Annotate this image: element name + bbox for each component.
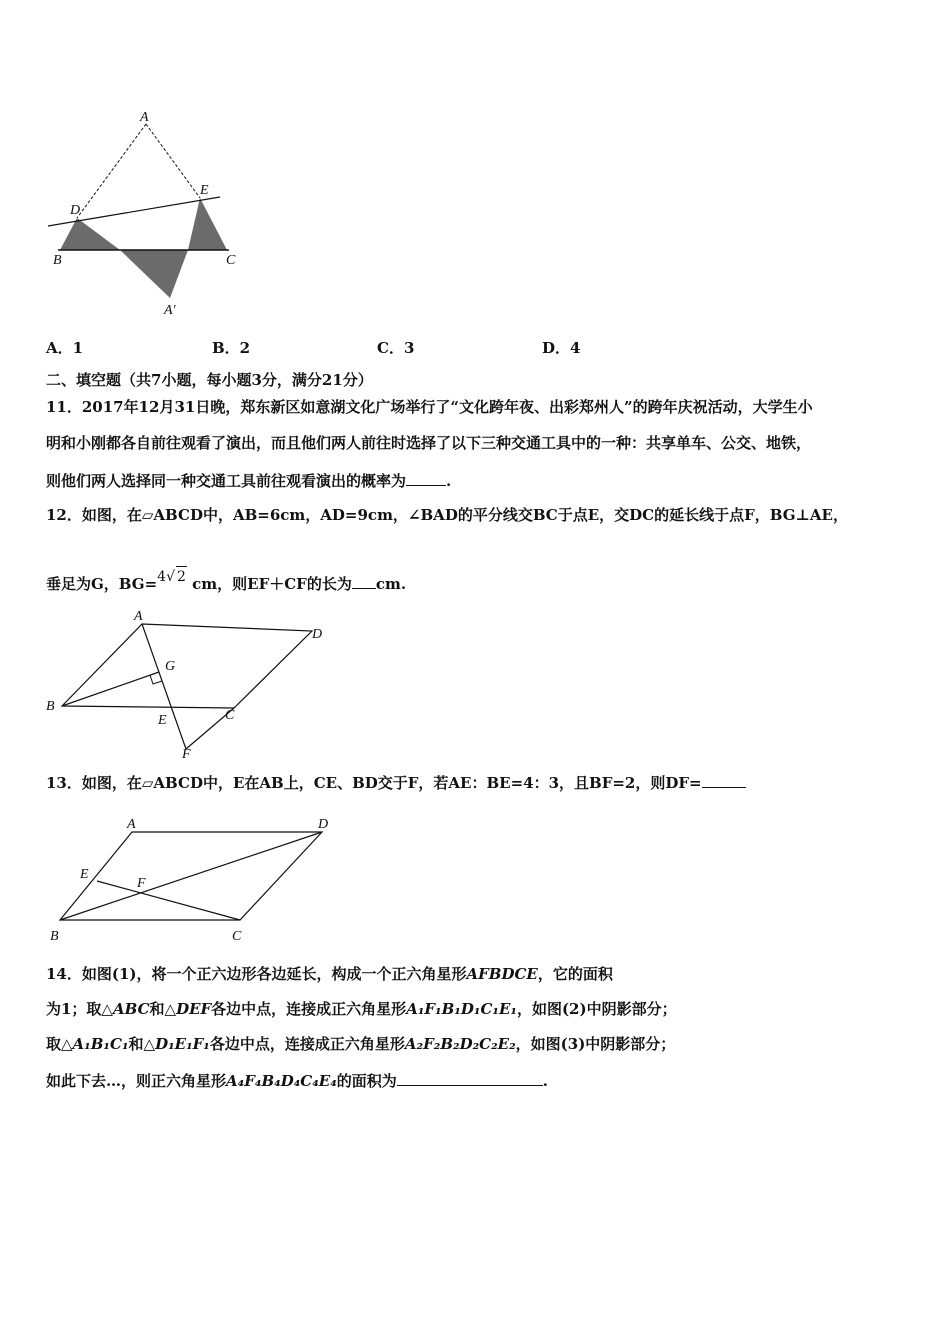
q14-l3-mid: 和△ [128,1035,156,1053]
q11-line-1: 11．2017年12月31日晚，郑东新区如意湖文化广场举行了“文化跨年夜、出彩郑州人”的跨年庆祝活动，大学生小 [46,398,813,416]
q12-answer-blank[interactable] [352,573,376,589]
option-a[interactable]: A．1 [46,339,84,357]
fig1-shaded-right [188,198,227,250]
fig3-label-b: B [50,929,59,944]
fig1-label-a: A [140,110,149,125]
q11-line-3 [46,470,451,491]
q14-line-2 [46,999,677,1019]
q14-l4-pre: 如此下去…，则正六角星形 [46,1072,227,1090]
fig2-label-d: D [312,627,323,642]
fig3-label-f: F [137,876,146,891]
option-d[interactable]: D．4 [542,339,581,357]
q14-l2-pre: 为1；取△ [46,1000,113,1018]
q12-line-1: 12．如图，在▱ABCD中，AB=6cm，AD=9cm，∠BAD的平分线交BC于点E，交DC的延长线于点F，BG⊥AE， [46,506,848,524]
q11-line-2: 明和小刚都各自前往观看了演出，而且他们两人前往时选择了以下三种交通工具中的一种：共享单车、公交、地铁， [46,434,812,452]
fig1-label-b: B [53,253,62,268]
fig1-shaded-bottom [120,250,188,298]
figure-1-folded-triangle [40,108,250,320]
fig1-label-d: D [70,203,81,218]
section-heading: 二、填空题（共7小题，每小题3分，满分21分） [46,371,373,389]
q13-answer-blank[interactable] [702,772,746,788]
q14-l4-star: A₄F₄B₄D₄C₄E₄ [226,1072,337,1090]
q14-l3-post: ，如图(3)中阴影部分； [515,1035,676,1053]
figure-2-parallelogram [40,606,340,762]
q14-l2-mid: 和△ [149,1000,177,1018]
fig2-label-f: F [182,747,191,762]
fig1-dash-ae [146,124,200,198]
q14-l2-post: ，如图(2)中阴影部分； [516,1000,677,1018]
fig2-label-e: E [158,713,167,728]
q14-l1-star: AFBDCE [466,965,538,983]
q14-answer-blank[interactable] [397,1070,543,1086]
q14-l3-mid2: 各边中点，连接成正六角星形 [209,1035,405,1053]
q14-l3-star: A₂F₂B₂D₂C₂E₂ [404,1035,516,1053]
q14-l2-mid2: 各边中点，连接成正六角星形 [211,1000,407,1018]
q14-l2-t2: DEF [176,1000,212,1018]
q11-end: . [446,472,452,490]
fig3-label-c: C [232,929,242,944]
q12-line-2 [46,566,406,594]
q12-coef: 4 [157,569,167,585]
option-c[interactable]: C．3 [377,339,415,357]
q13-text: 13．如图，在▱ABCD中，E在AB上，CE、BD交于F，若AE：BE=4：3，且BF=2，则DF= [46,774,702,792]
fig3-label-e: E [80,867,89,882]
q14-l3-t1: A₁B₁C₁ [72,1035,129,1053]
fig1-label-a-prime: A′ [164,303,176,318]
q12-line-2-pre: 垂足为G，BG= [46,575,158,593]
q14-end: . [542,1072,549,1090]
fig2-line-af [142,624,186,749]
q14-l2-star: A₁F₁B₁D₁C₁E₁ [406,1000,517,1018]
fig3-label-a: A [127,817,136,832]
q14-l1-post: ，它的面积 [537,965,613,983]
q14-line-1 [46,964,613,984]
q14-line-3 [46,1034,675,1054]
q14-l3-t2: D₁E₁F₁ [155,1035,210,1053]
answer-options [46,337,666,357]
q11-line-3-text: 则他们两人选择同一种交通工具前往观看演出的概率为 [46,472,407,490]
fig1-label-c: C [226,253,236,268]
fig2-label-c: C [225,708,235,723]
q12-radicand: 2 [176,566,187,587]
q14-line-4 [46,1070,548,1091]
fig2-label-b: B [46,699,55,714]
option-b[interactable]: B．2 [212,339,251,357]
fig2-label-g: G [165,659,176,674]
q14-l4-post: 的面积为 [336,1072,397,1090]
q11-answer-blank[interactable] [406,470,446,486]
fig2-parallelogram-abcd [62,624,312,708]
q12-end: cm. [375,575,407,593]
fig3-label-d: D [318,817,329,832]
fig2-line-bg [62,672,159,706]
q14-l2-t1: ABC [112,1000,150,1018]
q12-line-2-post: cm，则EF＋CF的长为 [192,575,352,593]
q14-l3-pre: 取△ [46,1035,73,1053]
q14-l1-pre: 14．如图(1)，将一个正六边形各边延长，构成一个正六角星形 [46,965,467,983]
q12-sqrt-expression: 4√ 2 [157,566,187,587]
fig1-label-e: E [200,183,209,198]
fig1-dash-ad [77,124,146,218]
fig2-label-a: A [134,609,143,624]
q13-line [46,772,746,793]
figure-3-parallelogram [40,810,340,950]
